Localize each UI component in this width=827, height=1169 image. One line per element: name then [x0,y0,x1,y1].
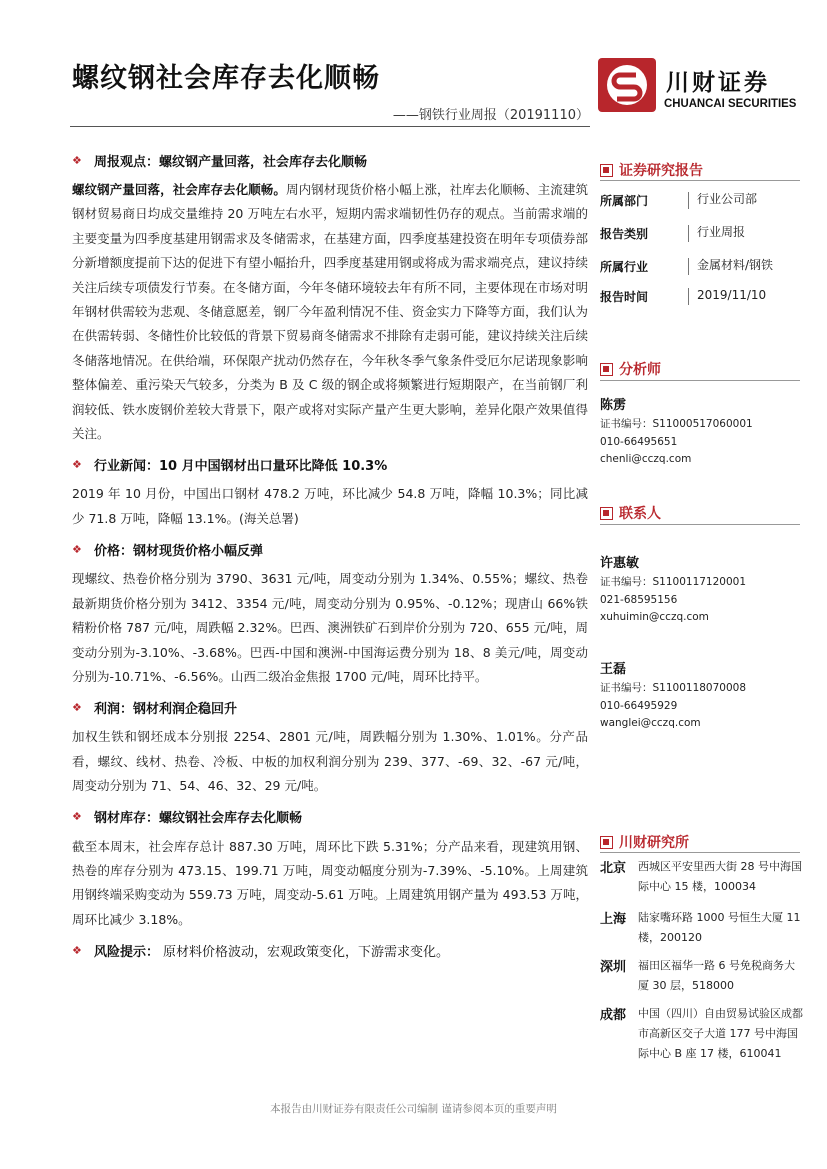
contact-name: 王磊 [600,662,627,677]
info-row-industry: 所属行业 金属材料/钢铁 [600,258,774,274]
diamond-bullet-icon: ❖ [72,542,82,556]
title-divider [70,126,590,127]
office-shanghai: 上海 陆家嘴环路 1000 号恒生大厦 11 楼，200120 [600,911,801,944]
report-subtitle: ——钢铁行业周报（20191110） [392,108,589,123]
brand-name-cn: 川财证券 [666,70,770,96]
analyst-phone: 010-66495651 [600,435,678,448]
contact-phone: 010-66495929 [600,699,678,712]
section-paragraph: 加权生铁和钢坯成本分别报 2254、2801 元/吨，周跌幅分别为 1.30%、1.01%。分产品看，螺纹、线材、热卷、冷板、中板的加权利润分别为 239、377、-69、32、-67 元/吨，周变动分别为 71、54、46、32、29 元/吨。 [72,729,588,794]
info-row-category: 报告类别 行业周报 [600,225,746,241]
analyst-name: 陈雳 [600,398,627,413]
diamond-bullet-icon: ❖ [72,700,82,714]
sidebar-divider [600,380,800,381]
square-bullet-icon [600,836,613,849]
section-heading: ❖ 周报观点：螺纹钢产量回落，社会库存去化顺畅 [72,153,368,170]
sidebar-divider [600,852,800,853]
contact-card [600,554,746,627]
risk-note: ❖ 风险提示： 原材料价格波动，宏观政策变化，下游需求变化。 [72,943,450,960]
diamond-bullet-icon: ❖ [72,943,82,957]
section-paragraph: 螺纹钢产量回落，社会库存去化顺畅。周内钢材现货价格小幅上涨，社库去化顺畅、主流建筑钢材贸易商日均成交量维持 20 万吨左右水平，短期内需求端韧性仍存的观点。当前需求端的主要变量为四季度基建用钢需求及冬储需求，在基建方面，四季度基建投资在明年专项债券部分新增额度提前下达的促进下有望小幅抬升，四季度基建用钢或将成为需求端亮点，建议持续关注后续专项债发行节奏。在冬储方面，今年冬储环境较去年有所不同，主要体现在市场对明年钢材供需较为悲观、冬储意愿差，钢厂今年盈利情况不佳、资金实力下降等方面，我们认为在供需转弱、冬储性价比较低的背景下贸易商冬储需求不排除有走弱可能，建议持续关注后续冬储落地情况。在供给端，环保限产扰动仍然存在，今年秋冬季气象条件受厄尔尼诺现象影响整体偏差、重污染天气较多，分类为 B 及 C 级的钢企或将频繁进行短期限产，在当前钢厂利润较低、铁水废钢价差较大背景下，限产或将对实际产量产生更大影响，差异化限产效果值得关注。 [72,182,588,442]
contact-phone: 021-68595156 [600,593,678,606]
footer-disclaimer: 本报告由川财证券有限责任公司编制 谨请参阅本页的重要声明 [270,1103,557,1115]
main-content [72,150,588,968]
diamond-bullet-icon: ❖ [72,153,82,167]
chuancai-logo-icon [598,58,656,112]
analyst-card [600,396,753,469]
contact-name: 许惠敏 [600,556,640,571]
section-heading: ❖ 钢材库存：螺纹钢社会库存去化顺畅 [72,810,303,827]
sidebar-divider [600,524,800,525]
diamond-bullet-icon: ❖ [72,810,82,824]
contact-cert: 证书编号：S1100117120001 [600,576,747,588]
section-heading: ❖ 价格：钢材现货价格小幅反弹 [72,542,264,559]
contact-cert: 证书编号：S1100118070008 [600,682,747,694]
square-bullet-icon [600,164,613,177]
square-bullet-icon [600,507,613,520]
report-type-heading: 证券研究报告 [600,160,703,180]
analyst-cert: 证书编号：S1100051706000​1 [600,418,753,430]
section-paragraph: 现螺纹、热卷价格分别为 3790、3631 元/吨，周变动分别为 1.34%、0.55%；螺纹、热卷最新期货价格分别为 3412、3354 元/吨，周变动分别为 0.95%、-0.12%；现唐山 66%铁精粉价格 787 元/吨，周跌幅 2.32%。巴西、澳洲铁矿石到岸价分别为 720、655 元/吨，周变动分别为-3.10%、-3.68%。巴西-中国和澳洲-中国海运费分别为 18、8 美元/吨，周变动分别为-10.71%、-6.56%。山西二级冶金焦报 1700 元/吨，周环比持平。 [72,571,588,684]
diamond-bullet-icon: ❖ [72,457,82,471]
institute-heading: 川财研究所 [600,832,689,852]
info-row-date: 报告时间 2019/11/10 [600,288,767,304]
office-chengdu: 成都 中国（四川）自由贸易试验区成都市高新区交子大道 177 号中海国际中心 B 座 17 楼，610041 [600,1007,803,1060]
contact-heading: 联系人 [600,503,661,523]
report-title: 螺纹钢社会库存去化顺畅 [72,63,380,94]
analyst-email[interactable]: chenli@cczq.com [600,453,692,465]
section-paragraph: 截至本周末，社会库存总计 887.30 万吨，周环比下跌 5.31%；分产品来看，现建筑用钢、热卷的库存分别为 473.15、199.71 万吨，周变动幅度分别为-7.39%、-5.10%。上周建筑用钢终端采购变动为 559.73 万吨，周变动-5.61 万吨。上周建筑用钢产量为 493.53 万吨，周环比减少 3.18%。 [72,838,588,927]
brand-name-en: CHUANCAI SECURITIES [664,96,797,110]
contact-email[interactable]: wanglei@cczq.com [600,717,701,729]
square-bullet-icon [600,363,613,376]
analyst-heading: 分析师 [600,359,661,379]
contact-card [600,660,746,733]
info-row-department: 所属部门 行业公司部 [600,192,758,208]
office-beijing: 北京 西城区平安里西大街 28 号中海国际中心 15 楼，100034 [600,860,802,893]
section-heading: ❖ 利润：钢材利润企稳回升 [72,700,238,717]
section-heading: ❖ 行业新闻：10 月中国钢材出口量环比降低 10.3% [72,457,388,474]
office-shenzhen: 深圳 福田区福华一路 6 号免税商务大厦 30 层，518000 [600,959,795,992]
sidebar-divider [600,180,800,181]
section-paragraph: 2019 年 10 月份，中国出口钢材 478.2 万吨，环比减少 54.8 万吨，降幅 10.3%；同比减少 71.8 万吨，降幅 13.1%。(海关总署) [72,486,588,526]
contact-email[interactable]: xuhuimin@cczq.com [600,611,709,623]
